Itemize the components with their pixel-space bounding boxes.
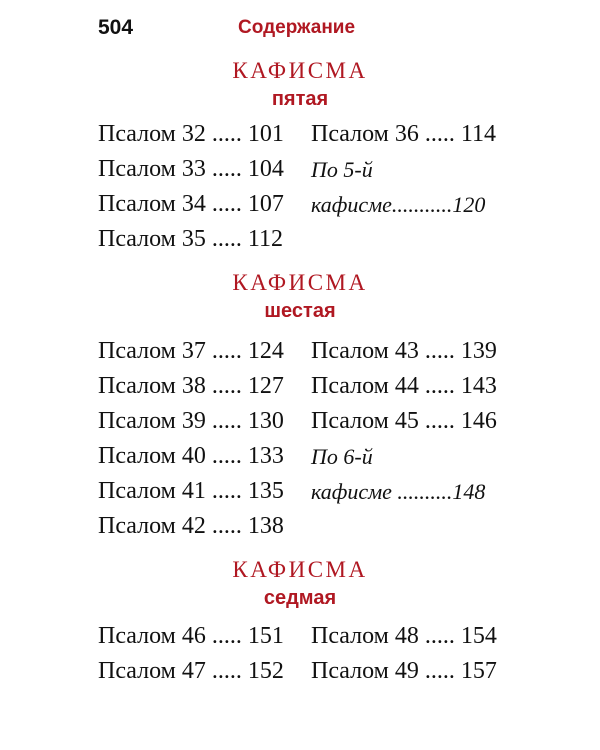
page-number: 504	[98, 16, 134, 39]
kathisma-6-right-column	[311, 334, 497, 509]
toc-entry-after-kathisma-5-line1[interactable]: По 5-й	[311, 157, 373, 182]
toc-entry-psalm-42[interactable]: Псалом 42 ..... 138	[98, 513, 284, 539]
toc-entry-psalm-34[interactable]: Псалом 34 ..... 107	[98, 191, 284, 217]
toc-entry-psalm-45[interactable]: Псалом 45 ..... 146	[311, 408, 497, 434]
toc-entry-psalm-33[interactable]: Псалом 33 ..... 104	[98, 156, 284, 182]
toc-entry-psalm-47[interactable]: Псалом 47 ..... 152	[98, 658, 284, 684]
toc-entry-psalm-43[interactable]: Псалом 43 ..... 139	[311, 338, 497, 364]
running-head-title: Содержание	[238, 17, 356, 38]
toc-entry-psalm-44[interactable]: Псалом 44 ..... 143	[311, 373, 497, 399]
toc-entry-after-kathisma-6-line2[interactable]: кафисме ..........148	[311, 479, 486, 504]
toc-entry-psalm-36[interactable]: Псалом 36 ..... 114	[311, 121, 496, 147]
toc-entry-psalm-40[interactable]: Псалом 40 ..... 133	[98, 443, 284, 469]
kathisma-7-left-column	[98, 619, 284, 689]
toc-entry-psalm-41[interactable]: Псалом 41 ..... 135	[98, 478, 284, 504]
toc-entry-psalm-46[interactable]: Псалом 46 ..... 151	[98, 623, 284, 649]
kathisma-5-left-column	[98, 117, 284, 257]
kathisma-7-right-column	[311, 619, 497, 689]
toc-entry-psalm-35[interactable]: Псалом 35 ..... 112	[98, 226, 283, 252]
toc-entry-psalm-39[interactable]: Псалом 39 ..... 130	[98, 408, 284, 434]
toc-entry-after-kathisma-6-line1[interactable]: По 6-й	[311, 444, 373, 469]
toc-entry-psalm-49[interactable]: Псалом 49 ..... 157	[311, 658, 497, 684]
kathisma-5-right-column	[311, 117, 496, 222]
toc-entry-psalm-38[interactable]: Псалом 38 ..... 127	[98, 373, 284, 399]
kathisma-7-title: КАФИСМА	[232, 557, 368, 582]
kathisma-6-left-column	[98, 334, 284, 544]
toc-entry-psalm-32[interactable]: Псалом 32 ..... 101	[98, 121, 284, 147]
kathisma-7-subtitle: седмая	[263, 587, 337, 609]
toc-entry-after-kathisma-5-line2[interactable]: кафисме...........120	[311, 192, 486, 217]
kathisma-5-subtitle: пятая	[271, 88, 329, 110]
kathisma-6-title: КАФИСМА	[232, 270, 368, 295]
toc-entry-psalm-37[interactable]: Псалом 37 ..... 124	[98, 338, 284, 364]
toc-entry-psalm-48[interactable]: Псалом 48 ..... 154	[311, 623, 497, 649]
kathisma-6-subtitle: шестая	[264, 300, 336, 322]
kathisma-5-title: КАФИСМА	[232, 58, 368, 83]
